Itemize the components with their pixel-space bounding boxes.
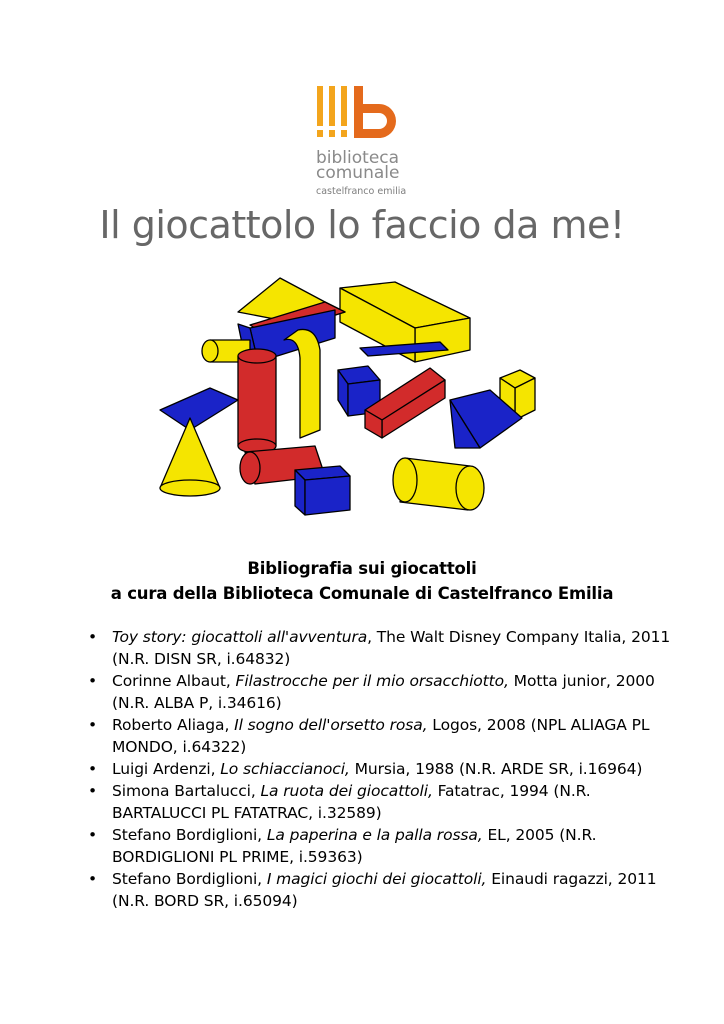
entry-title: Toy story: giocattoli all'avventura xyxy=(112,628,368,646)
entry-author: Simona Bartalucci, xyxy=(112,782,261,800)
entry-author: Stefano Bordiglioni, xyxy=(112,826,267,844)
bullet-icon: • xyxy=(88,870,98,888)
logo-text xyxy=(316,150,426,200)
entry-author: Stefano Bordiglioni, xyxy=(112,870,267,888)
bullet-icon: • xyxy=(88,672,98,690)
toy-blocks-illustration xyxy=(150,270,550,525)
bullet-icon: • xyxy=(88,628,98,646)
page-title: Il giocattolo lo faccio da me! xyxy=(99,203,625,247)
logo-line-1: biblioteca xyxy=(316,148,400,168)
logo-bars-icon xyxy=(317,86,347,137)
entry-author: Corinne Albaut, xyxy=(112,672,236,690)
entry-details: Motta junior, 2000 (N.R. ALBA P, i.34616) xyxy=(112,672,655,712)
entry-title: La ruota dei giocattoli, xyxy=(260,782,433,800)
logo-line-3: castelfranco emilia xyxy=(316,186,407,197)
subtitle-line-2: a cura della Biblioteca Comunale di Castelfranco Emilia xyxy=(110,584,614,603)
entry-details: Fatatrac, 1994 (N.R. BARTALUCCI PL FATATRAC, i.32589) xyxy=(112,782,591,822)
bibliography-list xyxy=(86,626,676,912)
list-item xyxy=(86,780,676,824)
entry-author: Roberto Aliaga, xyxy=(112,716,235,734)
entry-title: Filastrocche per il mio orsacchiotto, xyxy=(235,672,509,690)
list-item xyxy=(86,868,676,912)
list-item xyxy=(86,824,676,868)
list-item xyxy=(86,758,676,780)
subtitle-line-1: Bibliografia sui giocattoli xyxy=(247,559,477,578)
bullet-icon: • xyxy=(88,782,98,800)
list-item xyxy=(86,626,676,670)
entry-details: Mursia, 1988 (N.R. ARDE SR, i.16964) xyxy=(349,760,643,778)
list-item xyxy=(86,670,676,714)
bullet-icon: • xyxy=(88,826,98,844)
entry-title: Lo schiaccianoci, xyxy=(220,760,350,778)
bullet-icon: • xyxy=(88,760,98,778)
entry-details: , The Walt Disney Company Italia, 2011 (N.R. DISN SR, i.64832) xyxy=(112,628,671,668)
entry-details: Logos, 2008 (NPL ALIAGA PL MONDO, i.64322) xyxy=(112,716,650,756)
list-item xyxy=(86,714,676,758)
entry-title: Il sogno dell'orsetto rosa, xyxy=(234,716,428,734)
logo-b-icon xyxy=(354,86,396,138)
bullet-icon: • xyxy=(88,716,98,734)
entry-author: Luigi Ardenzi, xyxy=(112,760,221,778)
entry-title: I magici giochi dei giocattoli, xyxy=(266,870,487,888)
logo-line-2: comunale xyxy=(316,163,400,183)
entry-title: La paperina e la palla rossa, xyxy=(266,826,483,844)
bibliography-heading xyxy=(0,556,724,606)
entry-details: EL, 2005 (N.R. BORDIGLIONI PL PRIME, i.59363) xyxy=(112,826,597,866)
entry-details: Einaudi ragazzi, 2011 (N.R. BORD SR, i.65094) xyxy=(112,870,657,910)
